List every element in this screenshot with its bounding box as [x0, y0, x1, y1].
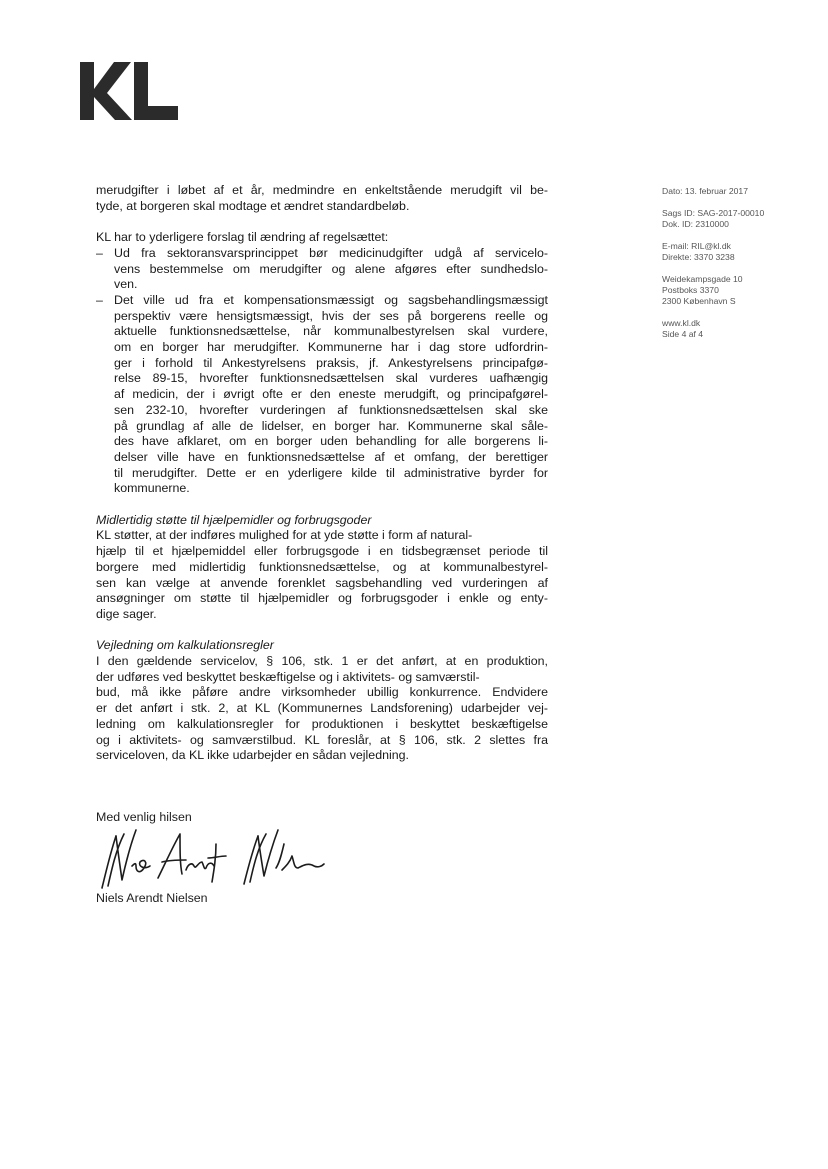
text-line: KL har to yderligere forslag til ændring af regelsættet:: [96, 230, 389, 245]
text-line: KL støtter, at der indføres mulighed for at yde støtte i form af natural-: [96, 528, 473, 543]
text-line: om en borger har merudgifter. Kommunerne har i dag store udfordrin-: [114, 340, 548, 355]
signer-name: Niels Arendt Nielsen: [96, 891, 208, 905]
text-line: borgere med midlertidig funktionsnedsættelse, og at kommunalbestyrel-: [96, 559, 548, 574]
contact-phone: Direkte: 3370 3238: [662, 252, 735, 262]
text-line: ger i forhold til Ankestyrelsens praksis, jf. Ankestyrelsens principafgø-: [114, 355, 548, 370]
text-line: hjælp til et hjælpemiddel eller forbrugsgode i en tidsbegrænset periode til: [96, 544, 548, 559]
text-line: aktuelle funktionsnedsættelse, når kommunalbestyrelsen skal vurdere,: [114, 324, 548, 339]
text-line: der udføres ved beskyttet beskæftigelse og i aktivitets- og samværstil-: [96, 669, 480, 684]
page-number: Side 4 af 4: [662, 329, 704, 339]
address-line: Postboks 3370: [662, 285, 719, 295]
document-id: Dok. ID: 2310000: [662, 219, 729, 229]
handwritten-signature: [96, 822, 326, 892]
text-line: kommunerne.: [114, 481, 190, 496]
bullet-dash: –: [96, 292, 103, 307]
text-line: af medicin, der i øvrigt ofte er den eneste merudgift, og principafgørel-: [114, 387, 548, 402]
list-item: [96, 293, 548, 497]
letter-date: Dato: 13. februar 2017: [662, 186, 748, 196]
kl-logo: [80, 62, 180, 122]
text-line: relse 89-15, hvorefter funktionsnedsættelsen skal vurderes uafhængig: [114, 371, 548, 386]
letter-meta-column: [662, 186, 812, 351]
closing-greeting: Med venlig hilsen: [96, 810, 192, 824]
address-line: Weidekampsgade 10: [662, 274, 743, 284]
letter-body: [96, 183, 548, 764]
text-line: er det anført i stk. 2, at KL (Kommunernes Landsforening) udarbejder vej-: [96, 701, 548, 716]
paragraph: [96, 528, 548, 622]
bullet-dash: –: [96, 245, 103, 260]
text-line: bud, må ikke påføre andre virksomheder ubillig konkurrence. Endvidere: [96, 685, 548, 700]
text-line: ven.: [114, 277, 138, 292]
list-item: [96, 246, 548, 293]
text-line: merudgifter i løbet af et år, medmindre en enkeltstående merudgift vil be-: [96, 183, 548, 197]
section-heading: Vejledning om kalkulationsregler: [96, 638, 274, 653]
text-line: des have afklaret, om en borger uden behandling for alle borgerens li-: [114, 434, 548, 449]
text-line: sen 232-10, hvorefter vurderingen af funktionsnedsættelsen skal ske: [114, 402, 548, 417]
text-line: perspektiv være hensigtsmæssigt, hvis der ses på borgerens reelle og: [114, 308, 548, 323]
text-line: delser ville have en funktionsnedsættelse af et omfang, der berettiger: [114, 449, 548, 464]
website: www.kl.dk: [662, 318, 701, 328]
text-line: sen kan vælge at anvende forenklet sagsbehandling ved vurderingen af: [96, 575, 548, 590]
text-line: vens bestemmelse om merudgifter og alene afgøres efter sundhedslo-: [114, 261, 548, 276]
address-line: 2300 København S: [662, 296, 736, 306]
text-line: Det ville ud fra et kompensationsmæssigt og sagsbehandlingsmæssigt: [114, 292, 548, 307]
section-heading: Midlertidig støtte til hjælpemidler og forbrugsgoder: [96, 512, 372, 527]
text-line: tyde, at borgeren skal modtage et ændret standardbeløb.: [96, 198, 410, 213]
paragraph: [96, 183, 548, 214]
text-line: ledning om kalkulationsregler for produktionen i beskyttet beskæftigelse: [96, 716, 548, 731]
text-line: dige sager.: [96, 606, 157, 621]
paragraph: [96, 230, 548, 246]
text-line: I den gældende servicelov, § 106, stk. 1 er det anført, at en produktion,: [96, 654, 548, 669]
text-line: serviceloven, da KL ikke udarbejder en sådan vejledning.: [96, 748, 409, 763]
text-line: på grundlag af alle de lidelser, en borger har. Kommunerne skal såle-: [114, 418, 548, 433]
text-line: ansøgninger om støtte til hjælpemidler og forbrugsgoder i enkle og enty-: [96, 591, 548, 606]
text-line: Ud fra sektoransvarsprincippet bør medicinudgifter udgå af servicelo-: [114, 245, 548, 260]
text-line: og i aktivitets- og samværstilbud. KL foreslår, at § 106, stk. 2 slettes fra: [96, 732, 548, 747]
paragraph: [96, 654, 548, 764]
case-id: Sags ID: SAG-2017-00010: [662, 208, 765, 218]
contact-email: E-mail: RIL@kl.dk: [662, 241, 731, 251]
text-line: til merudgifter. Dette er en yderligere kilde til administrative byrder for: [114, 465, 548, 480]
